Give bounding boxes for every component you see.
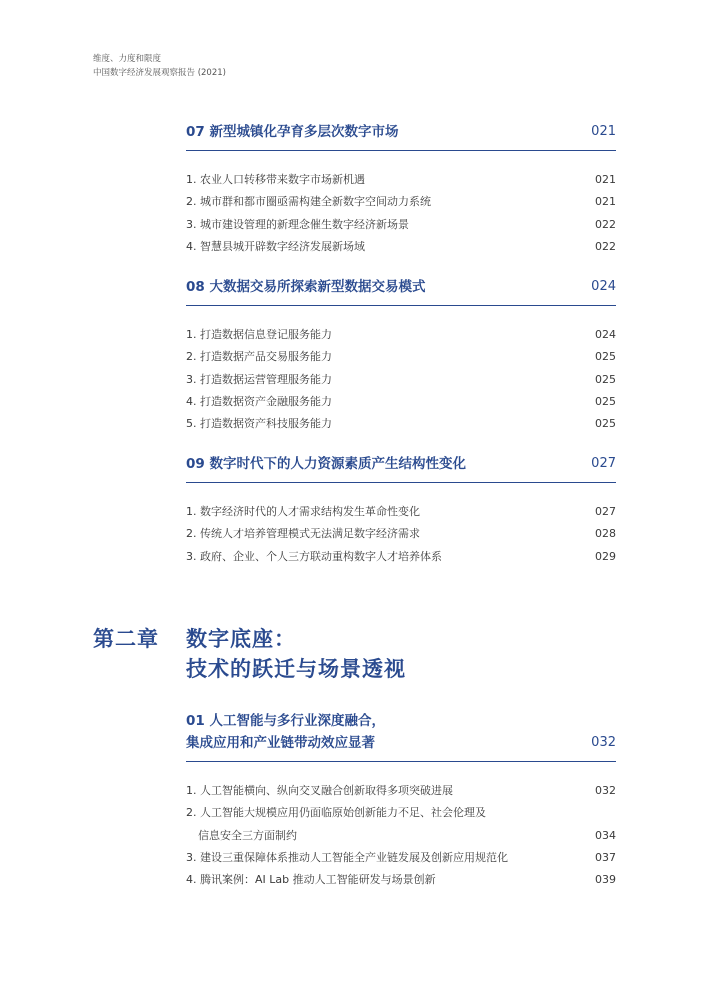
toc-item-text: 3. 城市建设管理的新理念催生数字经济新场景 xyxy=(186,217,409,231)
chapter-title-line1: 数字底座： xyxy=(186,627,296,651)
toc-item-list xyxy=(186,324,616,435)
toc-item-text: 4. 打造数据资产金融服务能力 xyxy=(186,394,332,408)
toc-item[interactable] xyxy=(186,324,616,346)
section-page: 027 xyxy=(591,456,616,471)
toc-item-text: 4. 腾讯案例：AI Lab 推动人工智能研发与场景创新 xyxy=(186,873,436,887)
running-header xyxy=(93,52,226,80)
section-title: 09 数字时代下的人力资源素质产生结构性变化 xyxy=(186,456,466,472)
toc-item[interactable] xyxy=(186,802,616,824)
toc-item-page: 032 xyxy=(595,784,616,797)
toc-item[interactable] xyxy=(186,869,616,891)
toc-item-page: 025 xyxy=(595,350,616,364)
toc-chapter-section-01 xyxy=(186,710,616,891)
toc-item[interactable] xyxy=(186,236,616,258)
section-page: 024 xyxy=(591,279,616,294)
toc-item[interactable] xyxy=(186,413,616,435)
toc-item[interactable] xyxy=(186,214,616,236)
chapter-heading xyxy=(93,624,406,684)
chapter-title-line2: 技术的跃迁与场景透视 xyxy=(186,657,406,681)
toc-item-text: 3. 建设三重保障体系推动人工智能全产业链发展及创新应用规范化 xyxy=(186,850,508,864)
toc-item-page: 039 xyxy=(595,873,616,887)
chapter-number: 第二章 xyxy=(93,627,159,651)
toc-item-text: 1. 农业人口转移带来数字市场新机遇 xyxy=(186,173,365,186)
section-title: 07 新型城镇化孕育多层次数字市场 xyxy=(186,124,399,140)
toc-item-text: 3. 打造数据运营管理服务能力 xyxy=(186,372,332,386)
running-header-title: 维度、力度和限度 xyxy=(93,54,162,64)
toc-item[interactable] xyxy=(186,369,616,391)
section-heading[interactable] xyxy=(186,453,616,483)
section-title: 08 大数据交易所探索新型数据交易模式 xyxy=(186,279,426,295)
section-title xyxy=(186,710,385,754)
toc-item[interactable] xyxy=(186,191,616,213)
toc-item-text: 1. 人工智能横向、纵向交叉融合创新取得多项突破进展 xyxy=(186,784,453,797)
toc-item-text: 1. 数字经济时代的人才需求结构发生革命性变化 xyxy=(186,505,420,518)
toc-item-list xyxy=(186,780,616,891)
toc-section-09 xyxy=(186,453,616,568)
toc-section-08 xyxy=(186,276,616,435)
toc-item-page: 028 xyxy=(595,527,616,541)
toc-item-text: 5. 打造数据资产科技服务能力 xyxy=(186,417,332,431)
toc-section-07 xyxy=(186,121,616,258)
toc-item-text: 4. 智慧县城开辟数字经济发展新场域 xyxy=(186,239,365,253)
running-header-report: 中国数字经济发展观察报告 (2021) xyxy=(93,68,226,78)
toc-item-page: 022 xyxy=(595,217,616,231)
section-heading[interactable] xyxy=(186,276,616,306)
toc-item-page: 024 xyxy=(595,328,616,341)
section-page: 021 xyxy=(591,124,616,139)
toc-item[interactable] xyxy=(186,546,616,568)
section-page: 032 xyxy=(591,735,616,750)
toc-item-list xyxy=(186,501,616,568)
toc-item-page: 034 xyxy=(595,828,616,842)
toc-item[interactable] xyxy=(186,847,616,869)
toc-item-text: 2. 城市群和都市圈亟需构建全新数字空间动力系统 xyxy=(186,195,431,209)
toc-item-page: 025 xyxy=(595,372,616,386)
toc-item-page: 021 xyxy=(595,173,616,186)
toc-item-page: 021 xyxy=(595,195,616,209)
section-heading[interactable] xyxy=(186,710,616,762)
section-heading[interactable] xyxy=(186,121,616,151)
toc-item-text: 2. 传统人才培养管理模式无法满足数字经济需求 xyxy=(186,527,420,541)
toc-item-page: 037 xyxy=(595,850,616,864)
toc-item[interactable] xyxy=(186,501,616,523)
toc-item[interactable] xyxy=(186,523,616,545)
toc-item[interactable] xyxy=(186,169,616,191)
toc-item[interactable] xyxy=(186,346,616,368)
section-title-line2: 集成应用和产业链带动效应显著 xyxy=(186,735,375,751)
section-title-line1: 01 人工智能与多行业深度融合， xyxy=(186,713,385,729)
toc-item-text: 2. 人工智能大规模应用仍面临原始创新能力不足、社会伦理及 xyxy=(186,806,486,820)
toc-item-page: 022 xyxy=(595,239,616,253)
toc-item[interactable] xyxy=(186,391,616,413)
toc-item-text: 信息安全三方面制约 xyxy=(198,828,297,842)
toc-item[interactable] xyxy=(186,780,616,802)
toc-item-page: 025 xyxy=(595,394,616,408)
toc-item-page: 027 xyxy=(595,505,616,518)
toc-item-text: 2. 打造数据产品交易服务能力 xyxy=(186,350,332,364)
toc-item-text: 1. 打造数据信息登记服务能力 xyxy=(186,328,332,341)
toc-item-page: 025 xyxy=(595,417,616,431)
toc-item-text: 3. 政府、企业、个人三方联动重构数字人才培养体系 xyxy=(186,549,442,563)
toc-item-list xyxy=(186,169,616,258)
toc-item-page: 029 xyxy=(595,549,616,563)
toc-item-continuation[interactable] xyxy=(186,825,616,847)
chapter-title xyxy=(186,624,406,684)
